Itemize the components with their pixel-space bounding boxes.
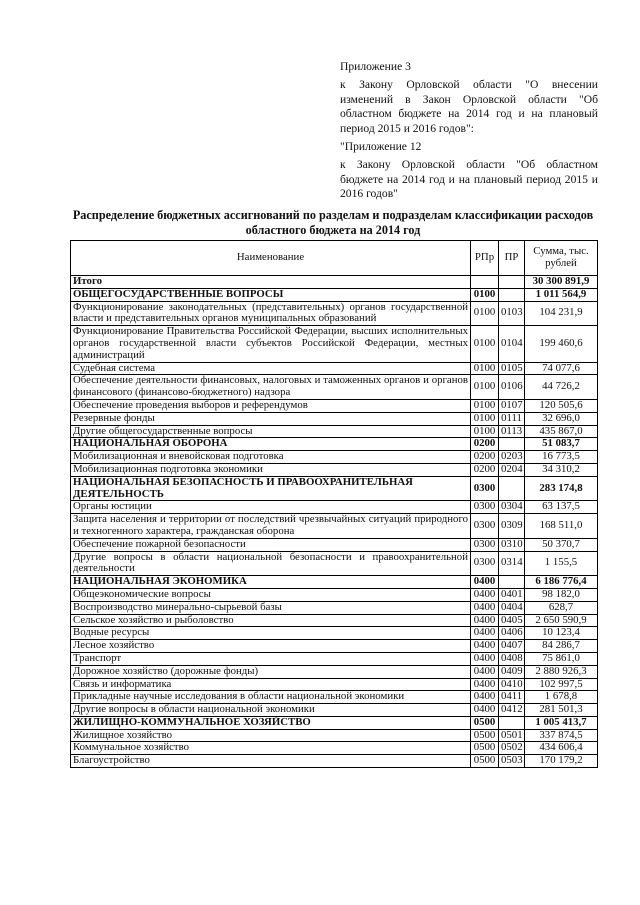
- row-rpr: 0500: [471, 729, 499, 742]
- table-row: [71, 665, 598, 678]
- header-pr: ПР: [499, 241, 525, 276]
- row-sum: 102 997,5: [525, 678, 598, 691]
- row-rpr: 0300: [471, 538, 499, 551]
- row-pr: 0405: [499, 614, 525, 627]
- row-sum: 2 650 590,9: [525, 614, 598, 627]
- table-row: [71, 588, 598, 601]
- row-sum: 98 182,0: [525, 588, 598, 601]
- row-sum: 337 874,5: [525, 729, 598, 742]
- row-sum: 63 137,5: [525, 501, 598, 514]
- row-pr: 0106: [499, 375, 525, 400]
- table-row: [71, 451, 598, 464]
- row-pr: 0410: [499, 678, 525, 691]
- row-sum: 6 186 776,4: [525, 576, 598, 589]
- row-rpr: 0400: [471, 640, 499, 653]
- row-rpr: 0100: [471, 399, 499, 412]
- row-name: Защита населения и территории от последствий чрезвычайных ситуаций природного и техногенного характера, гражданская оборона: [71, 514, 471, 539]
- row-name: Общеэкономические вопросы: [71, 588, 471, 601]
- row-sum: 1 678,8: [525, 691, 598, 704]
- row-rpr: 0300: [471, 476, 499, 501]
- row-sum: 199 460,6: [525, 326, 598, 362]
- row-sum: 1 155,5: [525, 551, 598, 576]
- row-rpr: 0300: [471, 514, 499, 539]
- appendix-line-4: к Закону Орловской области "Об областном бюджете на 2014 год и на плановый период 2015 и 2016 годов": [340, 158, 598, 201]
- row-name: НАЦИОНАЛЬНАЯ ЭКОНОМИКА: [71, 576, 471, 589]
- row-name: Мобилизационная и вневойсковая подготовка: [71, 451, 471, 464]
- row-name: Другие вопросы в области национальной экономики: [71, 704, 471, 717]
- table-row: [71, 678, 598, 691]
- table-row: [71, 412, 598, 425]
- row-name: Воспроизводство минерально-сырьевой базы: [71, 601, 471, 614]
- row-sum: 75 861,0: [525, 652, 598, 665]
- row-rpr: 0500: [471, 742, 499, 755]
- row-rpr: 0100: [471, 326, 499, 362]
- row-rpr: 0200: [471, 463, 499, 476]
- row-pr: 0203: [499, 451, 525, 464]
- table-row: [71, 614, 598, 627]
- row-sum: 50 370,7: [525, 538, 598, 551]
- row-sum: 44 726,2: [525, 375, 598, 400]
- row-sum: 434 606,4: [525, 742, 598, 755]
- row-pr: 0503: [499, 755, 525, 768]
- row-pr: [499, 716, 525, 729]
- row-name: ЖИЛИЩНО-КОММУНАЛЬНОЕ ХОЗЯЙСТВО: [71, 716, 471, 729]
- row-pr: 0502: [499, 742, 525, 755]
- row-rpr: 0200: [471, 438, 499, 451]
- row-pr: 0204: [499, 463, 525, 476]
- row-sum: 1 005 413,7: [525, 716, 598, 729]
- row-sum: 32 696,0: [525, 412, 598, 425]
- row-name: Прикладные научные исследования в области национальной экономики: [71, 691, 471, 704]
- row-sum: 104 231,9: [525, 301, 598, 326]
- header-rpr: РПр: [471, 241, 499, 276]
- table-row: [71, 716, 598, 729]
- table-row: [71, 362, 598, 375]
- table-row: [71, 551, 598, 576]
- row-pr: 0314: [499, 551, 525, 576]
- row-name: Обеспечение проведения выборов и референдумов: [71, 399, 471, 412]
- table-row: [71, 438, 598, 451]
- appendix-line-1: Приложение 3: [340, 60, 411, 73]
- row-rpr: 0400: [471, 665, 499, 678]
- table-row: [71, 538, 598, 551]
- row-name: Обеспечение пожарной безопасности: [71, 538, 471, 551]
- row-name: НАЦИОНАЛЬНАЯ ОБОРОНА: [71, 438, 471, 451]
- row-pr: 0406: [499, 627, 525, 640]
- row-name: Сельское хозяйство и рыболовство: [71, 614, 471, 627]
- row-name: Обеспечение деятельности финансовых, налоговых и таможенных органов и органов финансового (финансово-бюджетного) надзора: [71, 375, 471, 400]
- row-pr: 0411: [499, 691, 525, 704]
- table-row: [71, 704, 598, 717]
- row-rpr: 0400: [471, 691, 499, 704]
- row-sum: 51 083,7: [525, 438, 598, 451]
- row-pr: 0107: [499, 399, 525, 412]
- row-name: Связь и информатика: [71, 678, 471, 691]
- row-rpr: 0400: [471, 652, 499, 665]
- row-sum: 16 773,5: [525, 451, 598, 464]
- table-row: [71, 375, 598, 400]
- row-rpr: 0300: [471, 551, 499, 576]
- row-rpr: 0400: [471, 627, 499, 640]
- row-pr: 0408: [499, 652, 525, 665]
- row-name: Судебная система: [71, 362, 471, 375]
- row-rpr: 0400: [471, 614, 499, 627]
- row-name: Благоустройство: [71, 755, 471, 768]
- row-name: Резервные фонды: [71, 412, 471, 425]
- row-rpr: 0400: [471, 601, 499, 614]
- row-pr: [499, 276, 525, 289]
- row-name: Органы юстиции: [71, 501, 471, 514]
- table-row: [71, 640, 598, 653]
- table-row: [71, 742, 598, 755]
- row-pr: 0409: [499, 665, 525, 678]
- row-pr: 0401: [499, 588, 525, 601]
- appendix-header: [340, 60, 598, 206]
- row-name: НАЦИОНАЛЬНАЯ БЕЗОПАСНОСТЬ И ПРАВООХРАНИТЕЛЬНАЯ ДЕЯТЕЛЬНОСТЬ: [71, 476, 471, 501]
- row-pr: [499, 438, 525, 451]
- table-row: [71, 652, 598, 665]
- row-rpr: 0200: [471, 451, 499, 464]
- row-sum: 283 174,8: [525, 476, 598, 501]
- row-name: Итого: [71, 276, 471, 289]
- header-sum: Сумма, тыс. рублей: [525, 241, 598, 276]
- row-name: Коммунальное хозяйство: [71, 742, 471, 755]
- row-name: Жилищное хозяйство: [71, 729, 471, 742]
- appendix-line-3: "Приложение 12: [340, 140, 422, 154]
- row-sum: 2 880 926,3: [525, 665, 598, 678]
- row-rpr: 0500: [471, 755, 499, 768]
- row-name: Дорожное хозяйство (дорожные фонды): [71, 665, 471, 678]
- row-rpr: 0500: [471, 716, 499, 729]
- row-sum: 120 505,6: [525, 399, 598, 412]
- row-pr: 0104: [499, 326, 525, 362]
- table-row: [71, 755, 598, 768]
- table-row: [71, 576, 598, 589]
- row-name: Мобилизационная подготовка экономики: [71, 463, 471, 476]
- row-sum: 34 310,2: [525, 463, 598, 476]
- document-title: Распределение бюджетных ассигнований по разделам и подразделам классификации расходов областного бюджета на 2014 год: [72, 208, 594, 237]
- row-name: Другие общегосударственные вопросы: [71, 425, 471, 438]
- row-name: ОБЩЕГОСУДАРСТВЕННЫЕ ВОПРОСЫ: [71, 288, 471, 301]
- row-rpr: 0100: [471, 412, 499, 425]
- table-row: [71, 301, 598, 326]
- header-name: Наименование: [71, 241, 471, 276]
- row-sum: 84 286,7: [525, 640, 598, 653]
- row-pr: 0309: [499, 514, 525, 539]
- table-row: [71, 514, 598, 539]
- row-name: Другие вопросы в области национальной безопасности и правоохранительной деятельности: [71, 551, 471, 576]
- row-pr: 0501: [499, 729, 525, 742]
- table-row: [71, 399, 598, 412]
- row-sum: 168 511,0: [525, 514, 598, 539]
- row-rpr: 0100: [471, 301, 499, 326]
- row-pr: [499, 476, 525, 501]
- appendix-line-2: к Закону Орловской области "О внесении изменений в Закон Орловской области "Об областном бюджете на 2014 год и на плановый период 2015 и 2016 годов":: [340, 78, 598, 135]
- budget-table-body: [71, 276, 598, 768]
- row-pr: 0105: [499, 362, 525, 375]
- row-pr: 0103: [499, 301, 525, 326]
- row-pr: [499, 576, 525, 589]
- row-sum: 170 179,2: [525, 755, 598, 768]
- row-sum: 1 011 564,9: [525, 288, 598, 301]
- table-row: [71, 501, 598, 514]
- row-pr: 0113: [499, 425, 525, 438]
- table-row: [71, 627, 598, 640]
- row-rpr: [471, 276, 499, 289]
- table-row: [71, 476, 598, 501]
- row-rpr: 0100: [471, 362, 499, 375]
- row-name: Водные ресурсы: [71, 627, 471, 640]
- row-pr: 0412: [499, 704, 525, 717]
- table-row: [71, 425, 598, 438]
- table-header-row: [71, 241, 598, 276]
- row-rpr: 0100: [471, 425, 499, 438]
- table-row: [71, 691, 598, 704]
- row-sum: 281 501,3: [525, 704, 598, 717]
- table-row: [71, 288, 598, 301]
- row-pr: 0310: [499, 538, 525, 551]
- table-row: [71, 601, 598, 614]
- row-name: Лесное хозяйство: [71, 640, 471, 653]
- table-row: [71, 276, 598, 289]
- row-rpr: 0300: [471, 501, 499, 514]
- row-pr: 0304: [499, 501, 525, 514]
- row-rpr: 0100: [471, 288, 499, 301]
- row-rpr: 0100: [471, 375, 499, 400]
- row-pr: [499, 288, 525, 301]
- row-name: Транспорт: [71, 652, 471, 665]
- row-name: Функционирование Правительства Российской Федерации, высших исполнительных органов государственной власти субъектов Российской Федерации, местных администраций: [71, 326, 471, 362]
- budget-table: [70, 240, 598, 768]
- row-rpr: 0400: [471, 678, 499, 691]
- row-pr: 0404: [499, 601, 525, 614]
- table-row: [71, 463, 598, 476]
- row-name: Функционирование законодательных (представительных) органов государственной власти и представительных органов муниципальных образований: [71, 301, 471, 326]
- row-rpr: 0400: [471, 576, 499, 589]
- row-sum: 628,7: [525, 601, 598, 614]
- row-sum: 74 077,6: [525, 362, 598, 375]
- table-row: [71, 326, 598, 362]
- row-rpr: 0400: [471, 588, 499, 601]
- row-sum: 435 867,0: [525, 425, 598, 438]
- row-rpr: 0400: [471, 704, 499, 717]
- row-sum: 10 123,4: [525, 627, 598, 640]
- row-pr: 0407: [499, 640, 525, 653]
- table-row: [71, 729, 598, 742]
- row-pr: 0111: [499, 412, 525, 425]
- row-sum: 30 300 891,9: [525, 276, 598, 289]
